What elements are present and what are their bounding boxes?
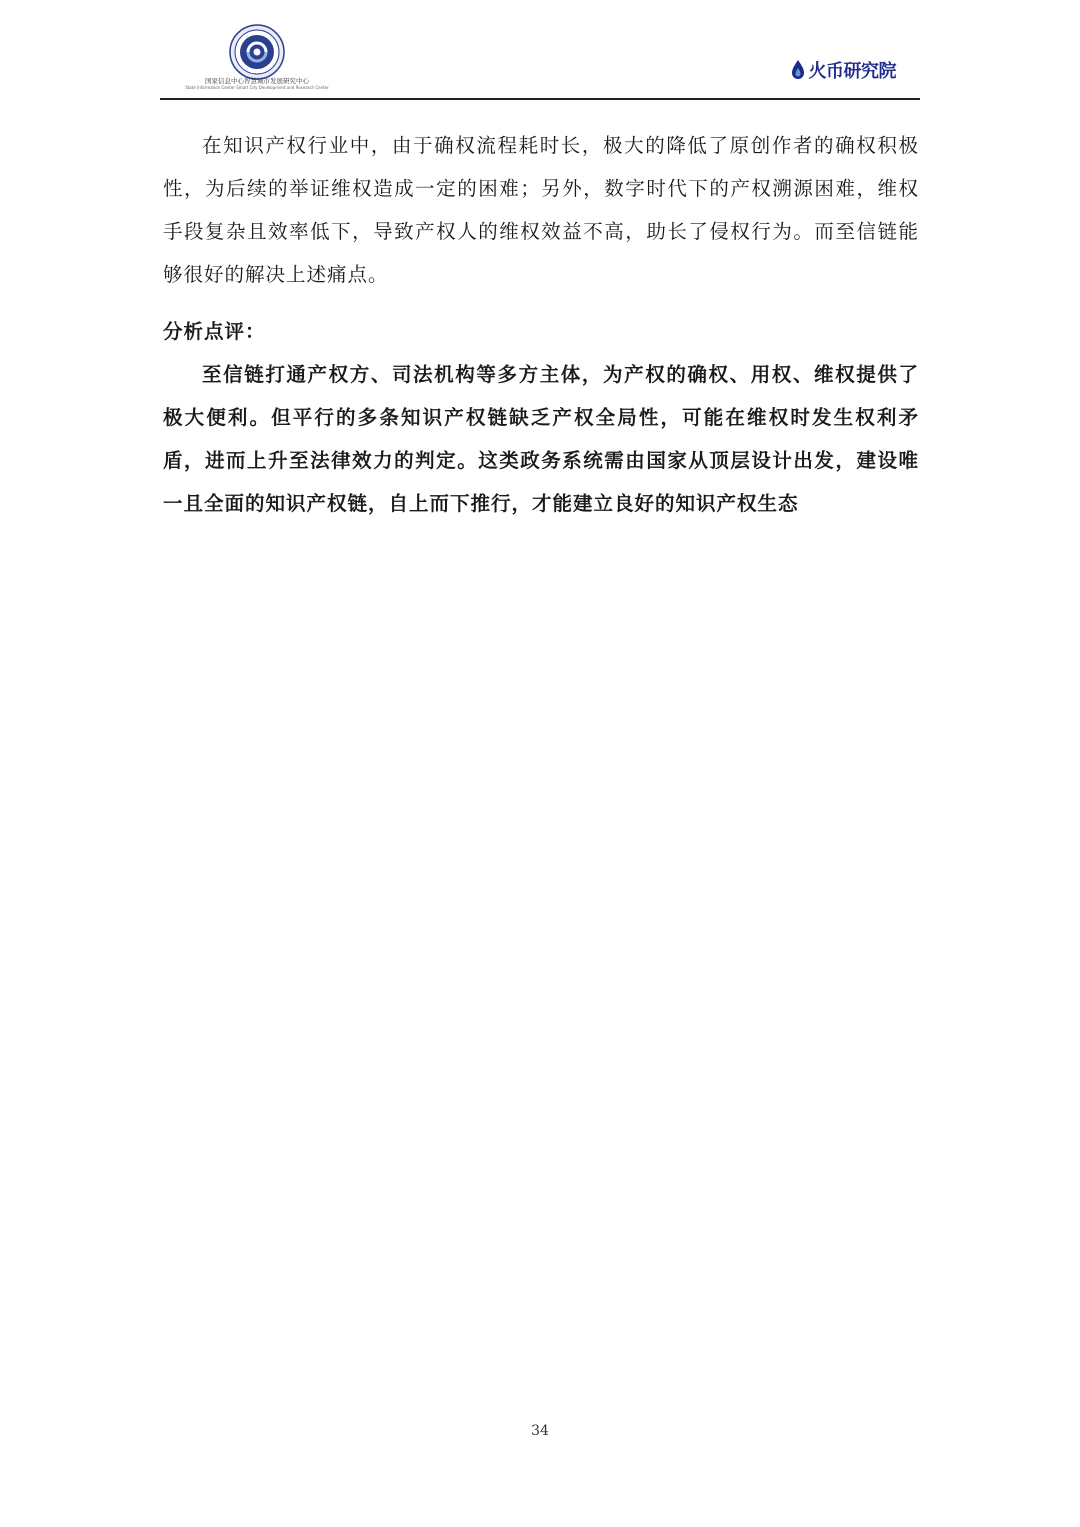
section-heading: 分析点评： bbox=[163, 320, 266, 343]
brand-name: 火币研究院 bbox=[808, 61, 896, 82]
state-info-center-logo bbox=[182, 20, 332, 94]
paragraph-analysis: 至信链打通产权方、司法机构等多方主体，为产权的确权、用权、维权提供了极大便利。但平行的多条知识产权链缺乏产权全局性，可能在维权时发生权利矛盾，进而上升至法律效力的判定。这类政务系统需由国家从顶层设计出发，建设唯一且全面的知识产权链，自上而下推行，才能建立良好的知识产权生态 bbox=[163, 363, 919, 515]
emblem-icon bbox=[215, 24, 299, 80]
flame-drop-icon bbox=[790, 59, 806, 81]
logo-caption-english: State Information Center Smart City Development and Research Center bbox=[185, 85, 329, 90]
page-header bbox=[160, 20, 920, 100]
huobi-research-logo bbox=[790, 58, 897, 82]
document-body bbox=[163, 124, 919, 525]
page-number: 34 bbox=[531, 1423, 549, 1439]
paragraph-intro: 在知识产权行业中，由于确权流程耗时长，极大的降低了原创作者的确权积极性，为后续的举证维权造成一定的困难；另外，数字时代下的产权溯源困难，维权手段复杂且效率低下，导致产权人的维权效益不高，助长了侵权行为。而至信链能够很好的解决上述痛点。 bbox=[163, 134, 919, 286]
logo-caption: 国家信息中心智慧城市发展研究中心 bbox=[205, 77, 309, 85]
